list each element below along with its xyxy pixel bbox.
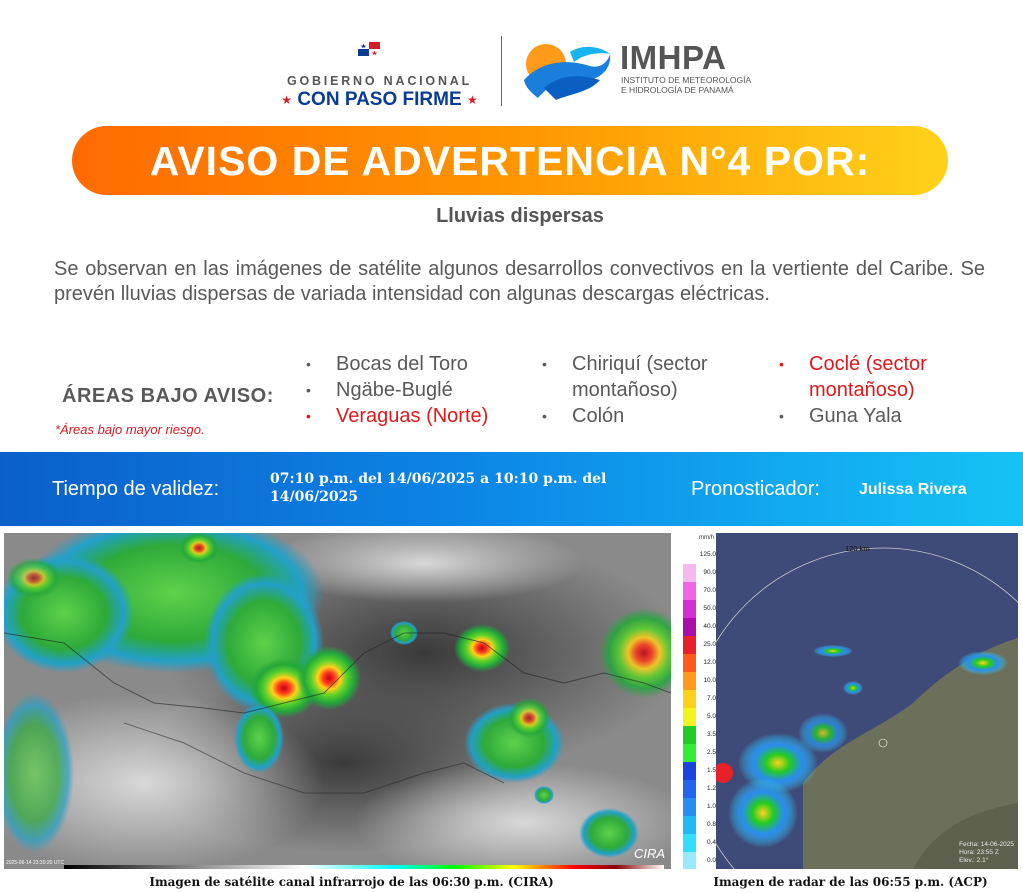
areas-note: *Áreas bajo mayor riesgo. — [55, 422, 205, 437]
imhpa-sub-line2: E HIDROLOGÍA DE PANAMÁ — [621, 85, 734, 95]
area-name: Veraguas (Norte) — [336, 405, 489, 427]
radar-legend-item — [683, 798, 716, 816]
radar-range: 120 km — [845, 544, 870, 553]
radar-legend-value: 0.4 — [706, 839, 716, 846]
radar-legend-swatch — [683, 780, 696, 798]
radar-legend-swatch — [683, 672, 696, 690]
radar-legend-value: 2.5 — [706, 749, 716, 756]
radar-legend-value: 1.5 — [706, 767, 716, 774]
radar-legend-value: 90.0 — [703, 569, 716, 576]
area-item — [306, 351, 536, 377]
header — [0, 30, 1023, 110]
radar-legend-item — [683, 654, 716, 672]
area-item — [306, 377, 536, 403]
validity-value: 07:10 p.m. del 14/06/2025 a 10:10 p.m. del 14/06/2025 — [270, 471, 607, 505]
warning-description: Se observan en las imágenes de satélite algunos desarrollos convectivos en la vertiente del Caribe. Se prevén lluvias dispersas de variada intensidad con algunas descargas eléctricas. — [54, 258, 985, 305]
bullet-icon: • — [306, 382, 311, 398]
bullet-icon: • — [306, 408, 311, 424]
satellite-image — [4, 533, 671, 869]
radar-image — [683, 533, 1018, 869]
radar-caption: Imagen de radar de las 06:55 p.m. (ACP) — [713, 875, 988, 889]
radar-legend-swatch — [683, 798, 696, 816]
radar-legend-swatch — [683, 690, 696, 708]
radar-legend-swatch — [683, 636, 696, 654]
radar-time: Hora: 23:55 Z — [959, 849, 999, 856]
bullet-icon: • — [779, 408, 784, 424]
radar-legend-swatch — [683, 726, 696, 744]
area-item — [779, 403, 999, 429]
radar-legend-value: 1.2 — [706, 785, 716, 792]
radar-legend — [683, 533, 716, 869]
gov-line2 — [272, 89, 487, 111]
star-icon: ★ — [281, 92, 293, 107]
radar-legend-swatch — [683, 654, 696, 672]
radar-legend-item — [683, 726, 716, 744]
radar-legend-swatch — [683, 708, 696, 726]
radar-legend-swatch — [683, 582, 696, 600]
satellite-timestamp: 2025-06-14 23:30:20 UTC — [6, 860, 65, 866]
warning-banner — [72, 126, 948, 195]
areas-column-2 — [542, 351, 762, 429]
radar-legend-swatch — [683, 762, 696, 780]
radar-legend-swatch — [683, 618, 696, 636]
radar-legend-item — [683, 690, 716, 708]
warning-title: AVISO DE ADVERTENCIA N°4 POR: — [149, 138, 871, 184]
bullet-icon: • — [542, 408, 547, 424]
radar-elevation: Elev.: 2.1° — [959, 857, 989, 864]
imhpa-sub-line1: INSTITUTO DE METEOROLOGÍA — [621, 75, 752, 85]
radar-legend-value: 1.0 — [706, 803, 716, 810]
radar-legend-value: 25.0 — [703, 641, 716, 648]
radar-legend-value: 125.0 — [699, 551, 716, 558]
header-divider — [501, 36, 502, 106]
gov-slogan: CON PASO FIRME — [297, 89, 462, 110]
validity-label: Tiempo de validez: — [52, 478, 220, 500]
radar-legend-item — [683, 582, 716, 600]
radar-legend-value: 0.0 — [706, 857, 716, 864]
area-item — [542, 351, 762, 403]
radar-date: Fecha: 14-06-2025 — [959, 841, 1014, 848]
radar-legend-item — [683, 816, 716, 834]
bullet-icon: • — [306, 356, 311, 372]
area-name: Bocas del Toro — [336, 353, 468, 375]
radar-legend-item — [683, 852, 716, 869]
imhpa-subtitle — [621, 75, 761, 95]
area-name: Ngäbe-Buglé — [336, 379, 453, 401]
radar-legend-value: 3.5 — [706, 731, 716, 738]
radar-legend-swatch — [683, 744, 696, 762]
radar-legend-swatch — [683, 600, 696, 618]
radar-legend-swatch — [683, 834, 696, 852]
areas-column-3 — [779, 351, 999, 429]
area-name: Coclé (sector montañoso) — [809, 353, 927, 401]
satellite-colorbar — [64, 865, 664, 869]
area-item — [542, 403, 762, 429]
radar-legend-item — [683, 708, 716, 726]
radar-legend-item — [683, 600, 716, 618]
radar-legend-item — [683, 636, 716, 654]
area-name: Chiriquí (sector montañoso) — [572, 353, 708, 401]
radar-legend-swatch — [683, 852, 696, 869]
warning-subtitle: Lluvias dispersas — [436, 205, 604, 227]
satellite-graphic — [4, 533, 671, 869]
radar-legend-item — [683, 744, 716, 762]
radar-legend-item — [683, 564, 716, 582]
radar-legend-item — [683, 672, 716, 690]
radar-legend-swatch — [683, 546, 696, 564]
radar-legend-swatch — [683, 816, 696, 834]
forecaster-name: Julissa Rivera — [859, 481, 967, 498]
radar-legend-item — [683, 546, 716, 564]
gov-line1: GOBIERNO NACIONAL — [286, 74, 473, 88]
radar-unit: mm/h — [699, 535, 714, 541]
radar-legend-value: 7.0 — [706, 695, 716, 702]
areas-column-1 — [306, 351, 536, 429]
imhpa-logo-icon — [520, 40, 612, 102]
bullet-icon: • — [542, 356, 547, 372]
cira-logo: CIRA — [633, 846, 665, 861]
area-name: Colón — [572, 405, 625, 427]
radar-legend-item — [683, 834, 716, 852]
radar-info — [959, 841, 1014, 865]
radar-legend-item — [683, 780, 716, 798]
area-item — [779, 351, 999, 403]
radar-legend-item — [683, 618, 716, 636]
radar-legend-value: 40.0 — [703, 623, 716, 630]
radar-legend-value: 10.0 — [703, 677, 716, 684]
imhpa-name: IMHPA — [620, 39, 727, 76]
bullet-icon: • — [779, 356, 784, 372]
validity-bar — [0, 452, 1023, 526]
area-name: Guna Yala — [809, 405, 902, 427]
radar-legend-value: 12.0 — [703, 659, 716, 666]
forecaster-label: Pronosticador: — [691, 478, 820, 500]
satellite-caption: Imagen de satélite canal infrarrojo de las 06:30 p.m. (CIRA) — [149, 875, 554, 889]
radar-graphic — [683, 533, 1018, 869]
radar-legend-value: 70.0 — [703, 587, 716, 594]
areas-label: ÁREAS BAJO AVISO: — [62, 385, 274, 407]
radar-legend-value: 5.0 — [706, 713, 716, 720]
radar-legend-swatch — [683, 564, 696, 582]
radar-legend-item — [683, 762, 716, 780]
radar-legend-value: 50.0 — [703, 605, 716, 612]
star-icon: ★ — [466, 92, 478, 107]
radar-legend-value: 0.8 — [706, 821, 716, 828]
area-item — [306, 403, 536, 429]
panama-flag-icon — [358, 42, 380, 56]
